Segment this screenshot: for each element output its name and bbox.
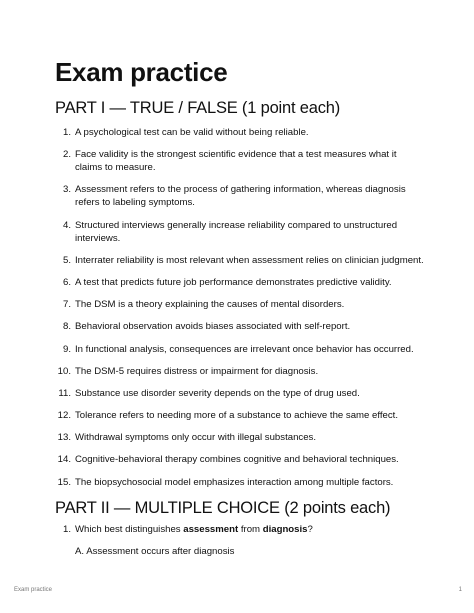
answer-option-a: A. Assessment occurs after diagnosis: [75, 546, 235, 557]
item-text: Face validity is the strongest scientific evidence that a test measures what it claims to measure.: [75, 149, 397, 174]
item-number: 12.: [57, 410, 71, 422]
list-item: [55, 183, 425, 209]
list-item: [55, 365, 425, 378]
item-number: 10.: [57, 365, 71, 377]
item-text: Assessment refers to the process of gathering information, whereas diagnosis refers to labeling symptoms.: [75, 184, 406, 209]
question-prefix: Which best distinguishes: [75, 524, 184, 535]
part1-heading: PART I — TRUE / FALSE (1 point each): [55, 99, 341, 117]
question-suffix: ?: [307, 524, 313, 535]
list-item: [55, 148, 425, 174]
item-text: Tolerance refers to needing more of a substance to achieve the same effect.: [75, 410, 399, 422]
item-number: 13.: [57, 432, 71, 444]
document-title: Exam practice: [55, 57, 228, 87]
list-item: [55, 320, 425, 333]
list-item: [55, 126, 425, 139]
item-text: In functional analysis, consequences are irrelevant once behavior has occurred.: [75, 343, 414, 355]
item-number: 7.: [62, 299, 71, 311]
item-text: Structured interviews generally increase reliability compared to unstructured interviews.: [75, 219, 398, 244]
list-item: [55, 387, 425, 400]
part2-heading: PART II — MULTIPLE CHOICE (2 points each): [55, 499, 391, 517]
list-item: [55, 254, 425, 267]
item-text: Substance use disorder severity depends on the type of drug used.: [75, 387, 360, 399]
item-text: A test that predicts future job performance demonstrates predictive validity.: [75, 276, 392, 288]
item-text: Behavioral observation avoids biases associated with self-report.: [75, 321, 351, 333]
item-text: The DSM-5 requires distress or impairment for diagnosis.: [75, 365, 319, 377]
list-item: [55, 431, 425, 444]
question-middle: from: [238, 524, 263, 535]
item-number: 1.: [62, 127, 71, 138]
item-number: 14.: [57, 454, 71, 466]
list-item: [55, 276, 425, 289]
list-item: [55, 343, 425, 356]
page-number: 1: [458, 587, 462, 593]
item-number: 15.: [57, 476, 71, 488]
item-text: A psychological test can be valid without being reliable.: [75, 127, 309, 138]
item-text: Cognitive-behavioral therapy combines cognitive and behavioral techniques.: [75, 454, 399, 466]
multiple-choice-list: [55, 523, 425, 545]
question-term-assessment: assessment: [183, 524, 239, 535]
item-number: 11.: [58, 387, 71, 399]
list-item: [55, 219, 425, 245]
item-text: The biopsychosocial model emphasizes interaction among multiple factors.: [75, 476, 394, 488]
list-item: [55, 298, 425, 311]
list-item: [55, 476, 425, 489]
item-number: 6.: [62, 276, 71, 288]
footer-title: Exam practice: [14, 587, 53, 593]
item-number: 4.: [62, 219, 71, 231]
true-false-list: [55, 126, 425, 498]
item-number: 1.: [62, 524, 71, 535]
item-number: 5.: [62, 254, 71, 266]
list-item: [55, 523, 425, 536]
item-number: 2.: [62, 149, 71, 161]
item-text: Interrater reliability is most relevant when assessment relies on clinician judgment.: [75, 254, 424, 266]
item-text: [75, 523, 425, 536]
item-text: Withdrawal symptoms only occur with illegal substances.: [75, 432, 317, 444]
question-term-diagnosis: diagnosis: [262, 524, 308, 535]
item-text: The DSM is a theory explaining the causes of mental disorders.: [75, 299, 345, 311]
item-number: 9.: [62, 343, 71, 355]
list-item: [55, 409, 425, 422]
list-item: [55, 453, 425, 466]
item-number: 8.: [62, 321, 71, 333]
item-number: 3.: [62, 184, 71, 196]
